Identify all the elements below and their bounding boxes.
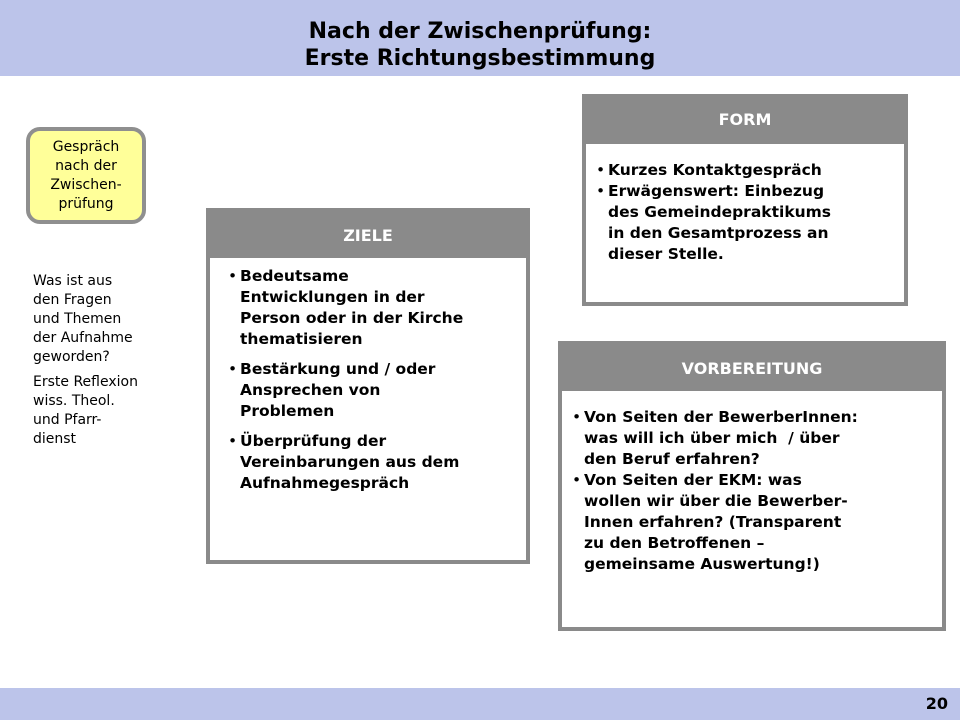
bullet-icon: • <box>228 267 238 285</box>
slide-title <box>0 18 960 72</box>
side-note-line: den Fragen <box>33 292 112 308</box>
list-item <box>228 431 516 494</box>
list-line: Problemen <box>240 402 335 420</box>
side-note <box>33 272 153 455</box>
ziele-body <box>210 258 526 560</box>
list-item <box>572 470 932 575</box>
stage-badge <box>26 127 146 224</box>
list-line: Aufnahmegespräch <box>240 474 410 492</box>
list-line: Überprüfung der <box>240 432 387 450</box>
vorbereitung-heading: VORBEREITUNG <box>681 359 823 378</box>
side-note-line: geworden? <box>33 349 110 365</box>
list-item <box>596 181 894 265</box>
list-item <box>228 266 516 350</box>
list-line: zu den Betroffenen – <box>584 534 765 552</box>
list-line: Vereinbarungen aus dem <box>240 453 460 471</box>
list-line: Von Seiten der EKM: was <box>584 471 802 489</box>
form-panel <box>582 94 908 306</box>
stage-badge-line: Zwischen- <box>50 176 122 193</box>
list-line: Bedeutsame <box>240 267 349 285</box>
list-line: des Gemeindepraktikums <box>608 203 832 221</box>
side-note-line: wiss. Theol. <box>33 393 115 409</box>
bullet-icon: • <box>228 432 238 450</box>
footer-bar <box>0 688 960 720</box>
side-note-line: dienst <box>33 431 77 447</box>
list-item <box>228 359 516 422</box>
list-line: dieser Stelle. <box>608 245 724 263</box>
list-line: Kurzes Kontaktgespräch <box>608 161 822 179</box>
bullet-icon: • <box>228 360 238 378</box>
list-line: den Beruf erfahren? <box>584 450 760 468</box>
list-line: Erwägenswert: Einbezug <box>608 182 825 200</box>
form-body <box>586 144 904 302</box>
side-note-line: und Themen <box>33 311 122 327</box>
side-note-line: Erste Reflexion <box>33 374 138 390</box>
list-line: Ansprechen von <box>240 381 381 399</box>
page-number: 20 <box>925 694 948 713</box>
ziele-panel <box>206 208 530 564</box>
side-note-line: der Aufnahme <box>33 330 133 346</box>
list-line: Innen erfahren? (Transparent <box>584 513 842 531</box>
bullet-icon: • <box>596 182 606 200</box>
ziele-list <box>228 266 516 494</box>
stage-badge-line: prüfung <box>58 195 114 212</box>
bullet-icon: • <box>572 408 582 426</box>
vorbereitung-panel <box>558 341 946 631</box>
vorbereitung-body <box>562 391 942 627</box>
side-note-line: und Pfarr- <box>33 412 102 428</box>
stage-badge-line: nach der <box>55 157 117 174</box>
list-line: Bestärkung und / oder <box>240 360 436 378</box>
side-note-line: Was ist aus <box>33 273 113 289</box>
form-list <box>596 160 894 265</box>
list-line: thematisieren <box>240 330 363 348</box>
list-line: Person oder in der Kirche <box>240 309 464 327</box>
side-note-question <box>33 272 153 367</box>
bullet-icon: • <box>572 471 582 489</box>
list-line: gemeinsame Auswertung!) <box>584 555 820 573</box>
vorbereitung-list <box>572 407 932 575</box>
stage-badge-line: Gespräch <box>52 138 120 155</box>
form-heading: FORM <box>718 110 772 129</box>
list-item <box>596 160 894 181</box>
list-line: Von Seiten der BewerberInnen: <box>584 408 858 426</box>
side-note-reflection <box>33 373 153 449</box>
list-line: was will ich über mich / über <box>584 429 840 447</box>
list-item <box>572 407 932 470</box>
ziele-heading: ZIELE <box>343 226 393 245</box>
title-line-2: Erste Richtungsbestimmung <box>304 46 656 71</box>
title-line-1: Nach der Zwischenprüfung: <box>308 19 652 44</box>
list-line: wollen wir über die Bewerber- <box>584 492 848 510</box>
list-line: in den Gesamtprozess an <box>608 224 829 242</box>
list-line: Entwicklungen in der <box>240 288 425 306</box>
bullet-icon: • <box>596 161 606 179</box>
